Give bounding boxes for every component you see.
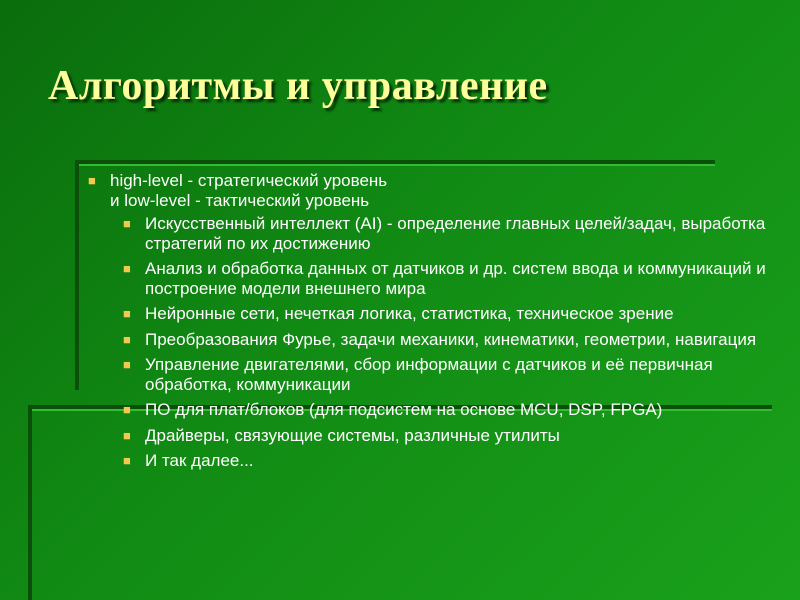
sub-bullet	[88, 426, 778, 446]
bullet-list	[88, 171, 778, 477]
decorative-line-left	[75, 160, 79, 390]
sub-bullet	[88, 304, 778, 324]
square-bullet-icon: ■	[123, 331, 131, 347]
main-bullet-line-1: high-level - стратегический уровень	[110, 171, 388, 190]
sub-bullet-text: Искусственный интеллект (AI) - определение главных целей/задач, выработка стратегий по их достижению	[145, 214, 766, 253]
sub-bullet	[88, 355, 778, 394]
sub-bullet-text: Управление двигателями, сбор информации с датчиков и её первичная обработка, коммуникации	[145, 355, 713, 394]
square-bullet-icon: ■	[123, 306, 131, 321]
main-bullet	[88, 171, 778, 210]
sub-bullet-text: Драйверы, связующие системы, различные утилиты	[145, 425, 560, 445]
main-bullet-line-2: и low-level - тактический уровень	[110, 190, 370, 210]
square-bullet-icon: ■	[88, 173, 96, 188]
square-bullet-icon: ■	[123, 402, 131, 417]
square-bullet-icon: ■	[123, 261, 131, 276]
sub-bullet-text: ПО для плат/блоков (для подсистем на основе MCU, DSP, FPGA)	[145, 400, 663, 419]
sub-bullet-text: Преобразования Фурье, задачи механики, кинематики, геометрии, навигация	[145, 329, 757, 349]
sub-bullet-text: И так далее...	[145, 451, 254, 470]
square-bullet-icon: ■	[123, 216, 131, 231]
square-bullet-icon: ■	[123, 357, 131, 372]
decorative-line-top	[75, 160, 715, 164]
slide-title: Алгоритмы и управление	[48, 63, 548, 109]
decorative-line-left-lower	[28, 405, 32, 600]
sub-bullet	[88, 214, 778, 253]
square-bullet-icon: ■	[123, 453, 131, 468]
sub-bullet-text: Анализ и обработка данных от датчиков и др. систем ввода и коммуникаций и построение модели внешнего мира	[145, 259, 766, 298]
sub-bullet	[88, 259, 778, 298]
sub-bullet	[88, 451, 778, 471]
sub-bullet-text: Нейронные сети, нечеткая логика, статистика, техническое зрение	[145, 304, 674, 323]
square-bullet-icon: ■	[123, 427, 131, 443]
sub-bullet	[88, 400, 778, 420]
sub-bullet	[88, 330, 778, 350]
